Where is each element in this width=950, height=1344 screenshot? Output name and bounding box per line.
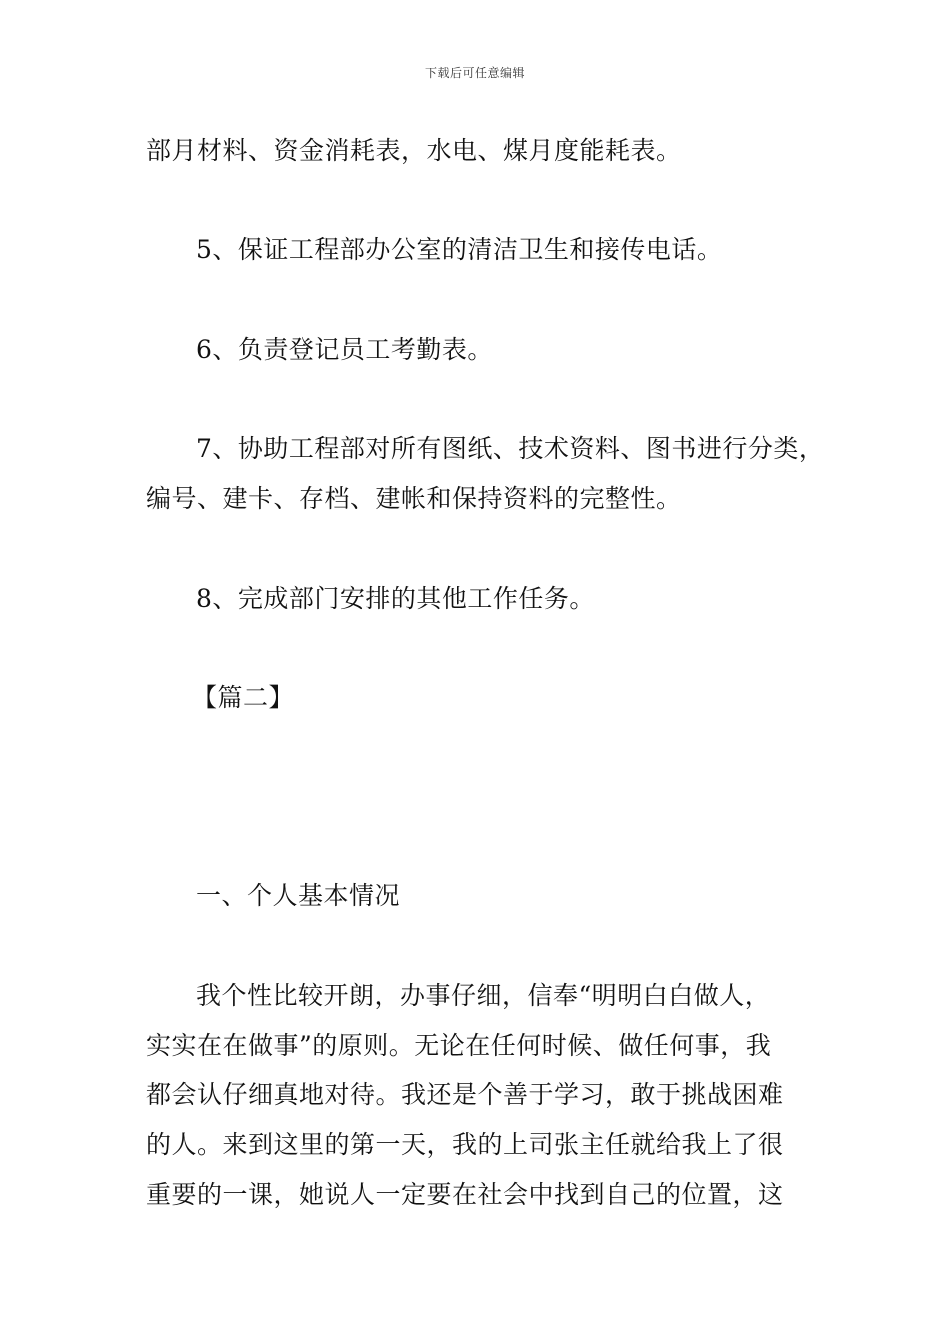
page-header: 下载后可任意编辑 [424,66,525,80]
list-item-7-continued: 编号、建卡、存档、建帐和保持资料的完整性。 [146,484,682,513]
list-item-6: 6、负责登记员工考勤表。 [196,335,493,364]
paragraph-line: 我个性比较开朗，办事仔细，信奉“明明白白做人， [196,981,771,1010]
paragraph-line: 的人。来到这里的第一天，我的上司张主任就给我上了很 [146,1130,784,1159]
section-heading: 一、个人基本情况 [196,881,401,910]
paragraph-line: 重要的一课，她说人一定要在社会中找到自己的位置，这 [146,1180,784,1209]
list-item-8: 8、完成部门安排的其他工作任务。 [196,584,595,613]
list-item-7: 7、协助工程部对所有图纸、技术资料、图书进行分类， [196,434,825,463]
section-title: 【篇二】 [192,683,295,712]
paragraph-line: 都会认仔细真地对待。我还是个善于学习，敢于挑战困难 [146,1080,784,1109]
list-item-5: 5、保证工程部办公室的清洁卫生和接传电话。 [196,235,723,264]
paragraph-line: 实实在在做事”的原则。无论在任何时候、做任何事，我 [146,1031,772,1060]
paragraph-line: 部月材料、资金消耗表，水电、煤月度能耗表。 [146,136,682,165]
